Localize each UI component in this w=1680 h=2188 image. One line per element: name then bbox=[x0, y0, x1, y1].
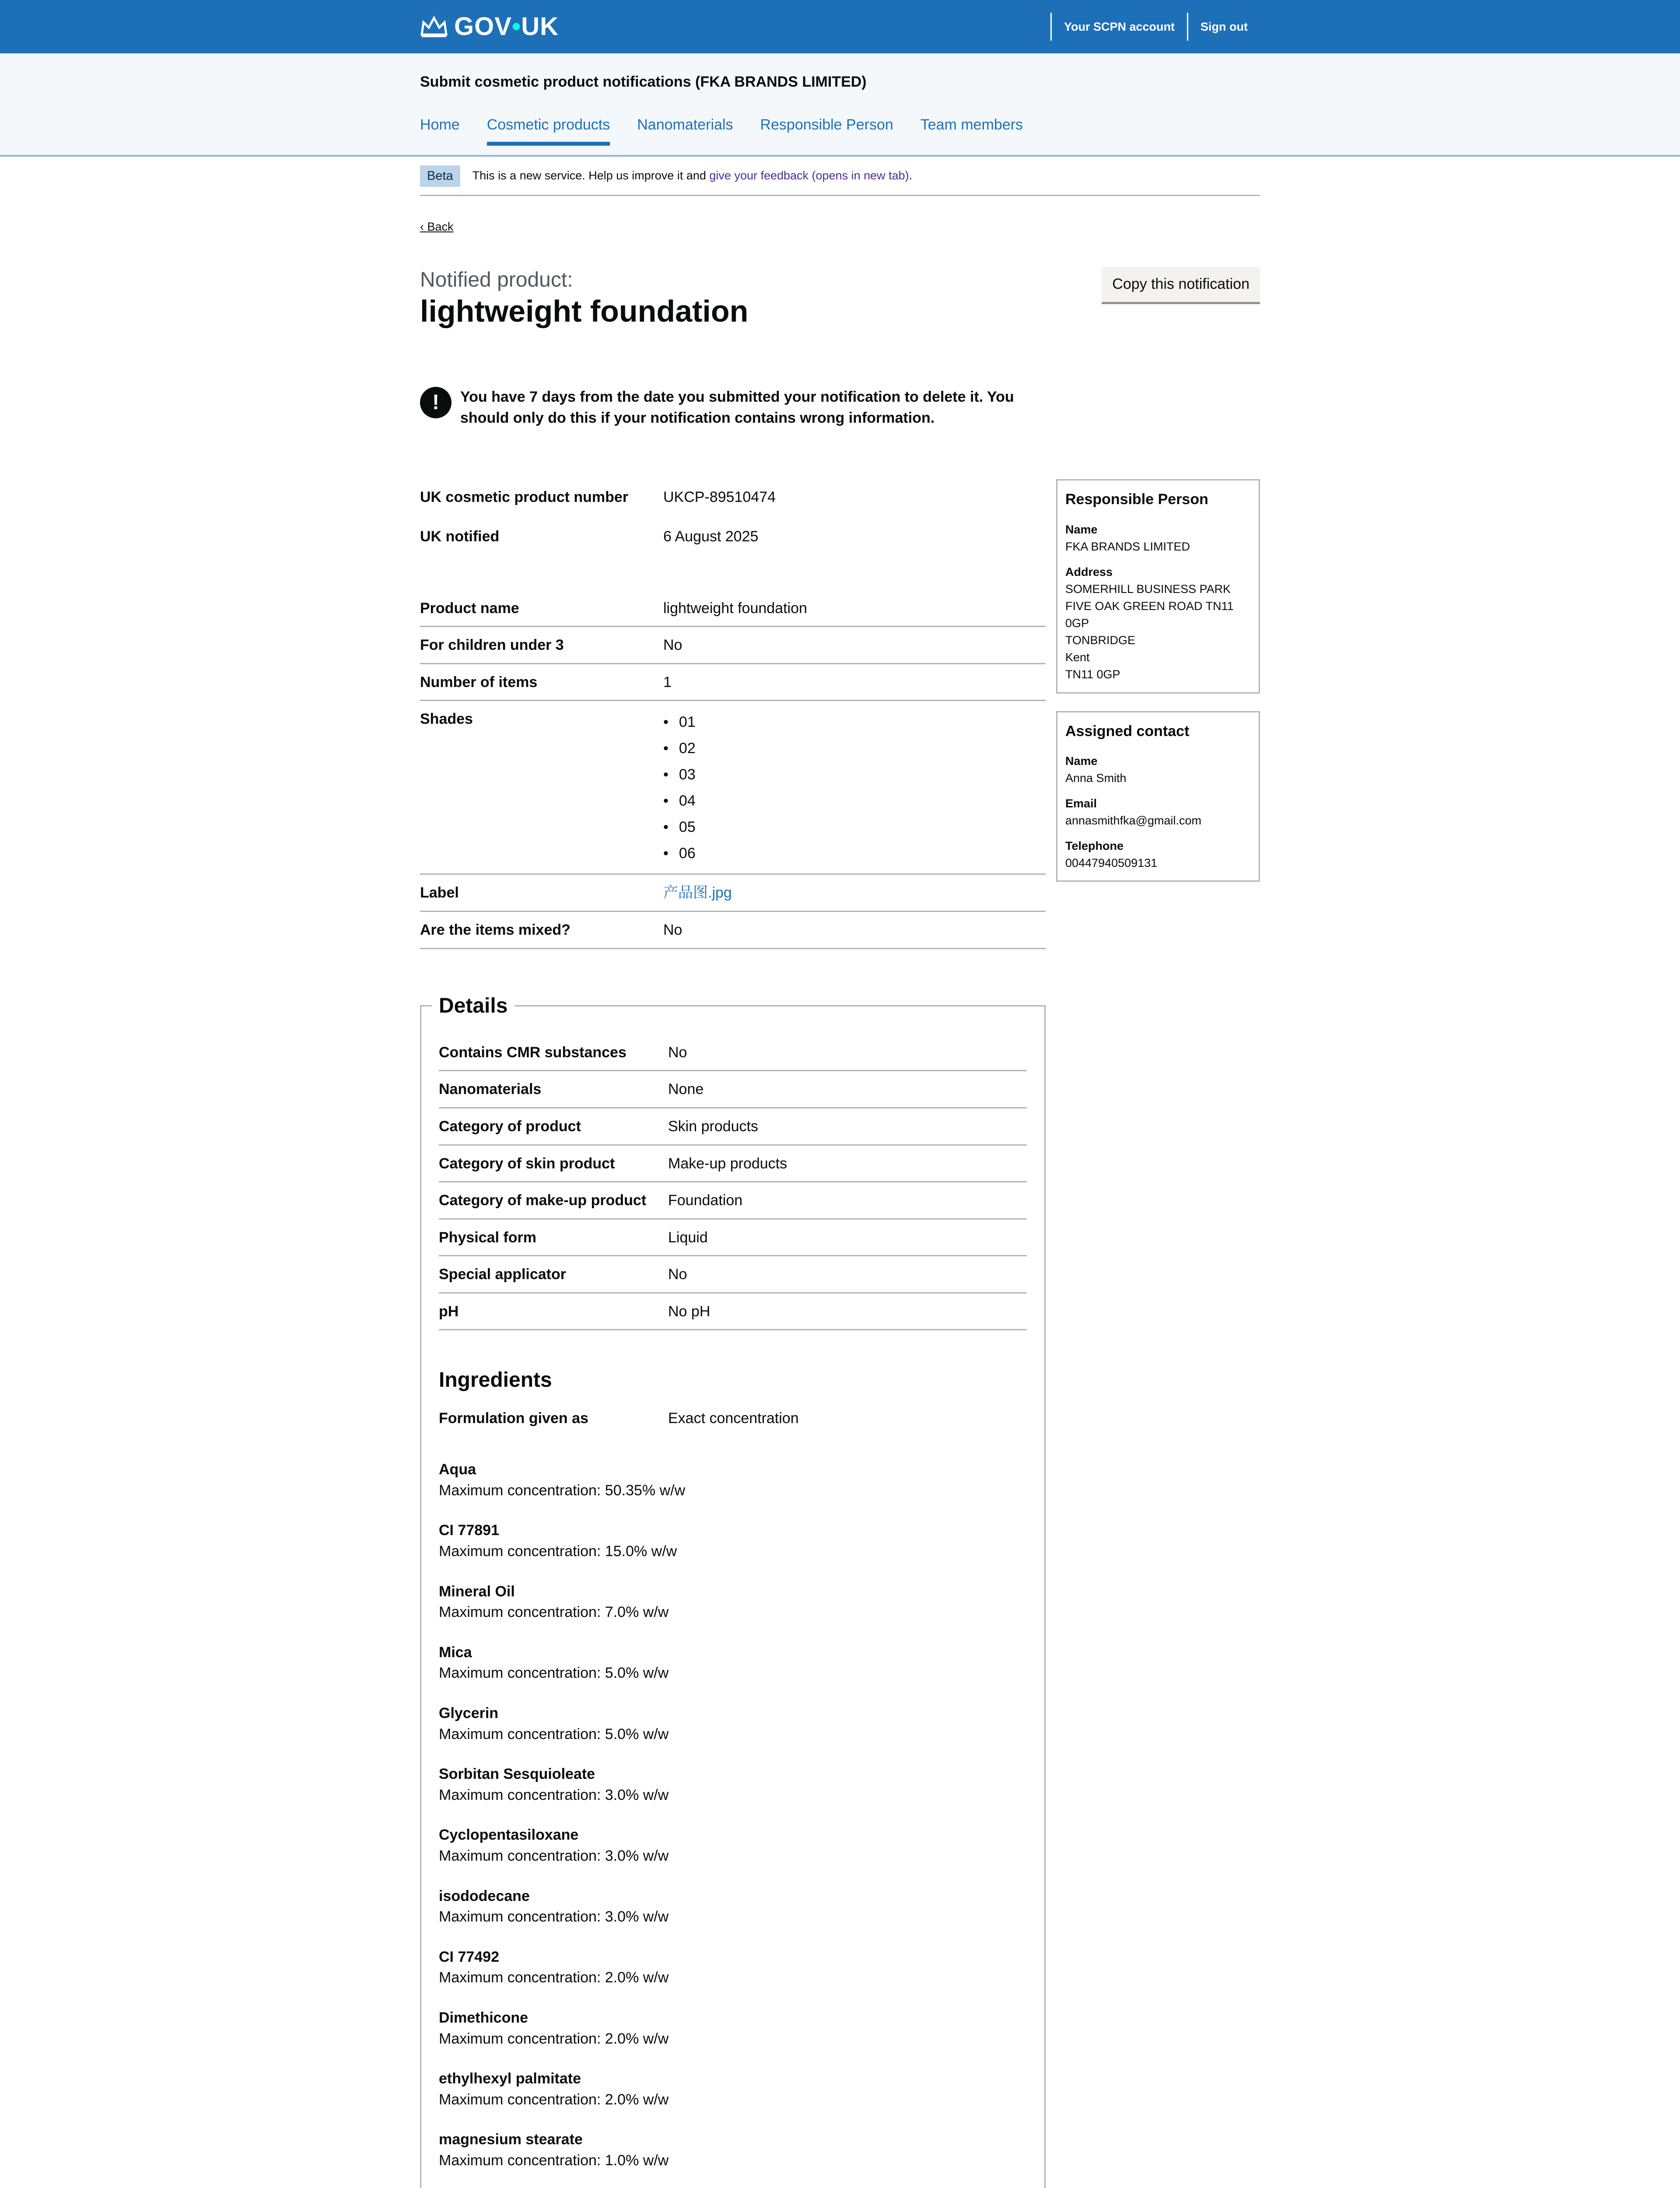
feedback-link[interactable]: give your feedback (opens in new tab) bbox=[709, 169, 909, 182]
phase-banner bbox=[420, 157, 1260, 196]
shade-item: • 04 bbox=[663, 788, 696, 814]
ingredient-item bbox=[439, 1886, 1027, 1928]
detail-value: Foundation bbox=[668, 1192, 743, 1209]
notification-summary bbox=[420, 479, 1046, 2188]
ingredient-item bbox=[439, 1703, 1027, 1745]
warning-text bbox=[420, 387, 1032, 428]
detail-row bbox=[439, 1071, 1027, 1108]
shade-item: • 01 bbox=[663, 709, 696, 735]
contact-name-key: Name bbox=[1065, 754, 1098, 768]
ingredient-name: Aqua bbox=[439, 1461, 476, 1478]
ingredient-concentration: Maximum concentration: 5.0% w/w bbox=[439, 1665, 669, 1682]
shades-list bbox=[663, 709, 696, 866]
back-link[interactable]: ‹ Back bbox=[420, 219, 454, 235]
summary-key: Product name bbox=[420, 600, 519, 617]
summary-row-shades bbox=[420, 701, 1046, 875]
summary-value: No bbox=[663, 637, 682, 654]
ingredient-item bbox=[439, 1642, 1027, 1684]
detail-row bbox=[439, 1034, 1027, 1072]
ingredient-item bbox=[439, 1764, 1027, 1806]
detail-value: None bbox=[668, 1081, 704, 1098]
detail-row bbox=[439, 1256, 1027, 1294]
rp-name-key: Name bbox=[1065, 522, 1098, 536]
tab-nanomaterials[interactable]: Nanomaterials bbox=[637, 116, 733, 133]
ingredient-concentration: Maximum concentration: 3.0% w/w bbox=[439, 1786, 669, 1803]
page-caption: Notified product: bbox=[420, 268, 573, 292]
crown-icon bbox=[420, 14, 448, 39]
contact-telephone-key: Telephone bbox=[1065, 839, 1124, 853]
detail-row bbox=[439, 1108, 1027, 1146]
detail-value: Skin products bbox=[668, 1118, 758, 1135]
rp-address-line: SOMERHILL BUSINESS PARK FIVE OAK GREEN ROAD TN11 0GP bbox=[1065, 582, 1234, 630]
ingredient-concentration: Maximum concentration: 7.0% w/w bbox=[439, 1604, 669, 1621]
contact-name-value: Anna Smith bbox=[1065, 771, 1127, 785]
gov-header bbox=[0, 0, 1680, 53]
summary-key: UK notified bbox=[420, 528, 500, 545]
summary-key: Shades bbox=[420, 711, 473, 728]
ingredient-name: Mica bbox=[439, 1644, 472, 1661]
copy-notification-button[interactable]: Copy this notification bbox=[1102, 267, 1260, 304]
service-name[interactable]: Submit cosmetic product notifications (FKA BRANDS LIMITED) bbox=[420, 74, 867, 90]
summary-row bbox=[420, 627, 1046, 664]
sign-out-link[interactable]: Sign out bbox=[1187, 13, 1260, 41]
summary-key: Are the items mixed? bbox=[420, 921, 570, 938]
detail-row bbox=[439, 1294, 1027, 1331]
ingredient-name: magnesium stearate bbox=[439, 2131, 583, 2148]
details-legend: Details bbox=[439, 994, 508, 1017]
summary-key: Number of items bbox=[420, 673, 538, 691]
rp-address-line: TN11 0GP bbox=[1065, 668, 1120, 681]
ingredient-name: CI 77891 bbox=[439, 1522, 499, 1539]
detail-value: Make-up products bbox=[668, 1155, 788, 1172]
detail-key: Category of make-up product bbox=[439, 1192, 647, 1209]
ingredient-list bbox=[439, 1459, 1027, 2188]
details-fieldset bbox=[420, 991, 1046, 2188]
ingredient-item bbox=[439, 2008, 1027, 2049]
ingredient-item bbox=[439, 1459, 1027, 1501]
summary-row bbox=[420, 519, 1046, 558]
tab-team-members[interactable]: Team members bbox=[920, 116, 1023, 133]
page-title: lightweight foundation bbox=[420, 294, 749, 329]
rp-address-line: TONBRIDGE bbox=[1065, 634, 1136, 647]
label-image-link[interactable]: 产品图.jpg bbox=[663, 884, 732, 901]
responsible-person-heading: Responsible Person bbox=[1065, 491, 1208, 508]
ingredient-name: Dimethicone bbox=[439, 2009, 528, 2026]
detail-row bbox=[439, 1146, 1027, 1183]
service-navigation bbox=[0, 53, 1680, 157]
ingredient-concentration: Maximum concentration: 2.0% w/w bbox=[439, 2091, 669, 2108]
ingredient-name: ethylhexyl palmitate bbox=[439, 2070, 581, 2087]
ingredient-name: CI 77492 bbox=[439, 1948, 499, 1965]
shade-item: • 03 bbox=[663, 761, 696, 788]
detail-key: Physical form bbox=[439, 1229, 536, 1246]
responsible-person-box bbox=[1056, 479, 1260, 693]
summary-row-label bbox=[420, 875, 1046, 912]
summary-row bbox=[420, 479, 1046, 519]
summary-row bbox=[420, 664, 1046, 701]
ingredient-concentration: Maximum concentration: 3.0% w/w bbox=[439, 1847, 669, 1864]
rp-address-key: Address bbox=[1065, 565, 1113, 579]
summary-value: 1 bbox=[663, 673, 672, 691]
shade-item: • 02 bbox=[663, 735, 696, 761]
page-heading bbox=[420, 265, 1260, 361]
logo-dot: • bbox=[511, 12, 522, 41]
summary-value: No bbox=[663, 921, 682, 938]
ingredient-name: Glycerin bbox=[439, 1705, 499, 1722]
account-link[interactable]: Your SCPN account bbox=[1050, 13, 1187, 41]
tab-cosmetic-products[interactable]: Cosmetic products bbox=[487, 115, 610, 146]
formulation-row bbox=[439, 1408, 1027, 1429]
summary-row bbox=[420, 590, 1046, 628]
summary-value: 6 August 2025 bbox=[663, 528, 759, 545]
detail-value: No bbox=[668, 1044, 687, 1061]
phase-text: This is a new service. Help us improve it and give your feedback (opens in new tab). bbox=[472, 169, 913, 182]
ingredient-item bbox=[439, 1825, 1027, 1866]
ingredient-name: isododecane bbox=[439, 1887, 530, 1904]
detail-value: Liquid bbox=[668, 1229, 708, 1246]
detail-key: Category of product bbox=[439, 1118, 581, 1135]
header-links bbox=[1050, 13, 1260, 41]
beta-tag: Beta bbox=[420, 165, 460, 187]
detail-key: Contains CMR substances bbox=[439, 1044, 626, 1061]
ingredient-concentration: Maximum concentration: 5.0% w/w bbox=[439, 1725, 669, 1743]
summary-value: UKCP-89510474 bbox=[663, 489, 776, 506]
ingredient-concentration: Maximum concentration: 15.0% w/w bbox=[439, 1543, 677, 1560]
assigned-contact-heading: Assigned contact bbox=[1065, 722, 1190, 740]
ingredient-concentration: Maximum concentration: 2.0% w/w bbox=[439, 2030, 669, 2047]
ingredient-name: Cyclopentasiloxane bbox=[439, 1827, 579, 1844]
ingredient-name: Mineral Oil bbox=[439, 1583, 515, 1600]
formulation-value: Exact concentration bbox=[668, 1410, 799, 1427]
sidebar bbox=[1056, 479, 1260, 899]
ingredient-item bbox=[439, 1581, 1027, 1623]
detail-key: pH bbox=[439, 1303, 459, 1320]
ingredient-concentration: Maximum concentration: 3.0% w/w bbox=[439, 1908, 669, 1925]
warning-icon: ! bbox=[420, 387, 452, 418]
shade-item: • 05 bbox=[663, 814, 696, 840]
tab-home[interactable]: Home bbox=[420, 116, 460, 133]
rp-address-line: Kent bbox=[1065, 651, 1090, 664]
logo-text-uk: UK bbox=[521, 12, 559, 41]
ingredient-item bbox=[439, 2129, 1027, 2171]
detail-value: No bbox=[668, 1266, 687, 1283]
warning-message: You have 7 days from the date you submitted your notification to delete it. You should only do this if your notification contains wrong information. bbox=[460, 389, 1014, 426]
summary-row bbox=[420, 912, 1046, 949]
logo-text: GOV bbox=[454, 12, 512, 41]
ingredient-item bbox=[439, 1947, 1027, 1988]
ingredient-name: Sorbitan Sesquioleate bbox=[439, 1766, 595, 1783]
summary-key: UK cosmetic product number bbox=[420, 489, 629, 506]
detail-row bbox=[439, 1182, 1027, 1220]
detail-value: No pH bbox=[668, 1303, 710, 1320]
detail-key: Nanomaterials bbox=[439, 1081, 542, 1098]
govuk-logo[interactable] bbox=[420, 9, 559, 44]
contact-email-value: annasmithfka@gmail.com bbox=[1065, 813, 1202, 827]
ingredient-item bbox=[439, 1520, 1027, 1562]
tab-responsible-person[interactable]: Responsible Person bbox=[760, 116, 893, 133]
ingredient-concentration: Maximum concentration: 1.0% w/w bbox=[439, 2152, 669, 2169]
detail-key: Category of skin product bbox=[439, 1155, 615, 1172]
rp-name-value: FKA BRANDS LIMITED bbox=[1065, 540, 1190, 553]
summary-key: For children under 3 bbox=[420, 637, 564, 654]
assigned-contact-box bbox=[1056, 711, 1260, 882]
detail-row bbox=[439, 1220, 1027, 1257]
formulation-key: Formulation given as bbox=[439, 1410, 588, 1427]
ingredient-concentration: Maximum concentration: 50.35% w/w bbox=[439, 1482, 686, 1499]
shade-item: • 06 bbox=[663, 840, 696, 866]
nav-tabs bbox=[420, 115, 1260, 146]
ingredient-item bbox=[439, 2069, 1027, 2110]
ingredients-heading: Ingredients bbox=[439, 1368, 552, 1392]
summary-key: Label bbox=[420, 884, 459, 901]
contact-email-key: Email bbox=[1065, 797, 1097, 810]
ingredient-concentration: Maximum concentration: 2.0% w/w bbox=[439, 1969, 669, 1986]
contact-telephone-value: 00447940509131 bbox=[1065, 856, 1158, 870]
detail-key: Special applicator bbox=[439, 1266, 566, 1283]
summary-value: lightweight foundation bbox=[663, 600, 807, 617]
